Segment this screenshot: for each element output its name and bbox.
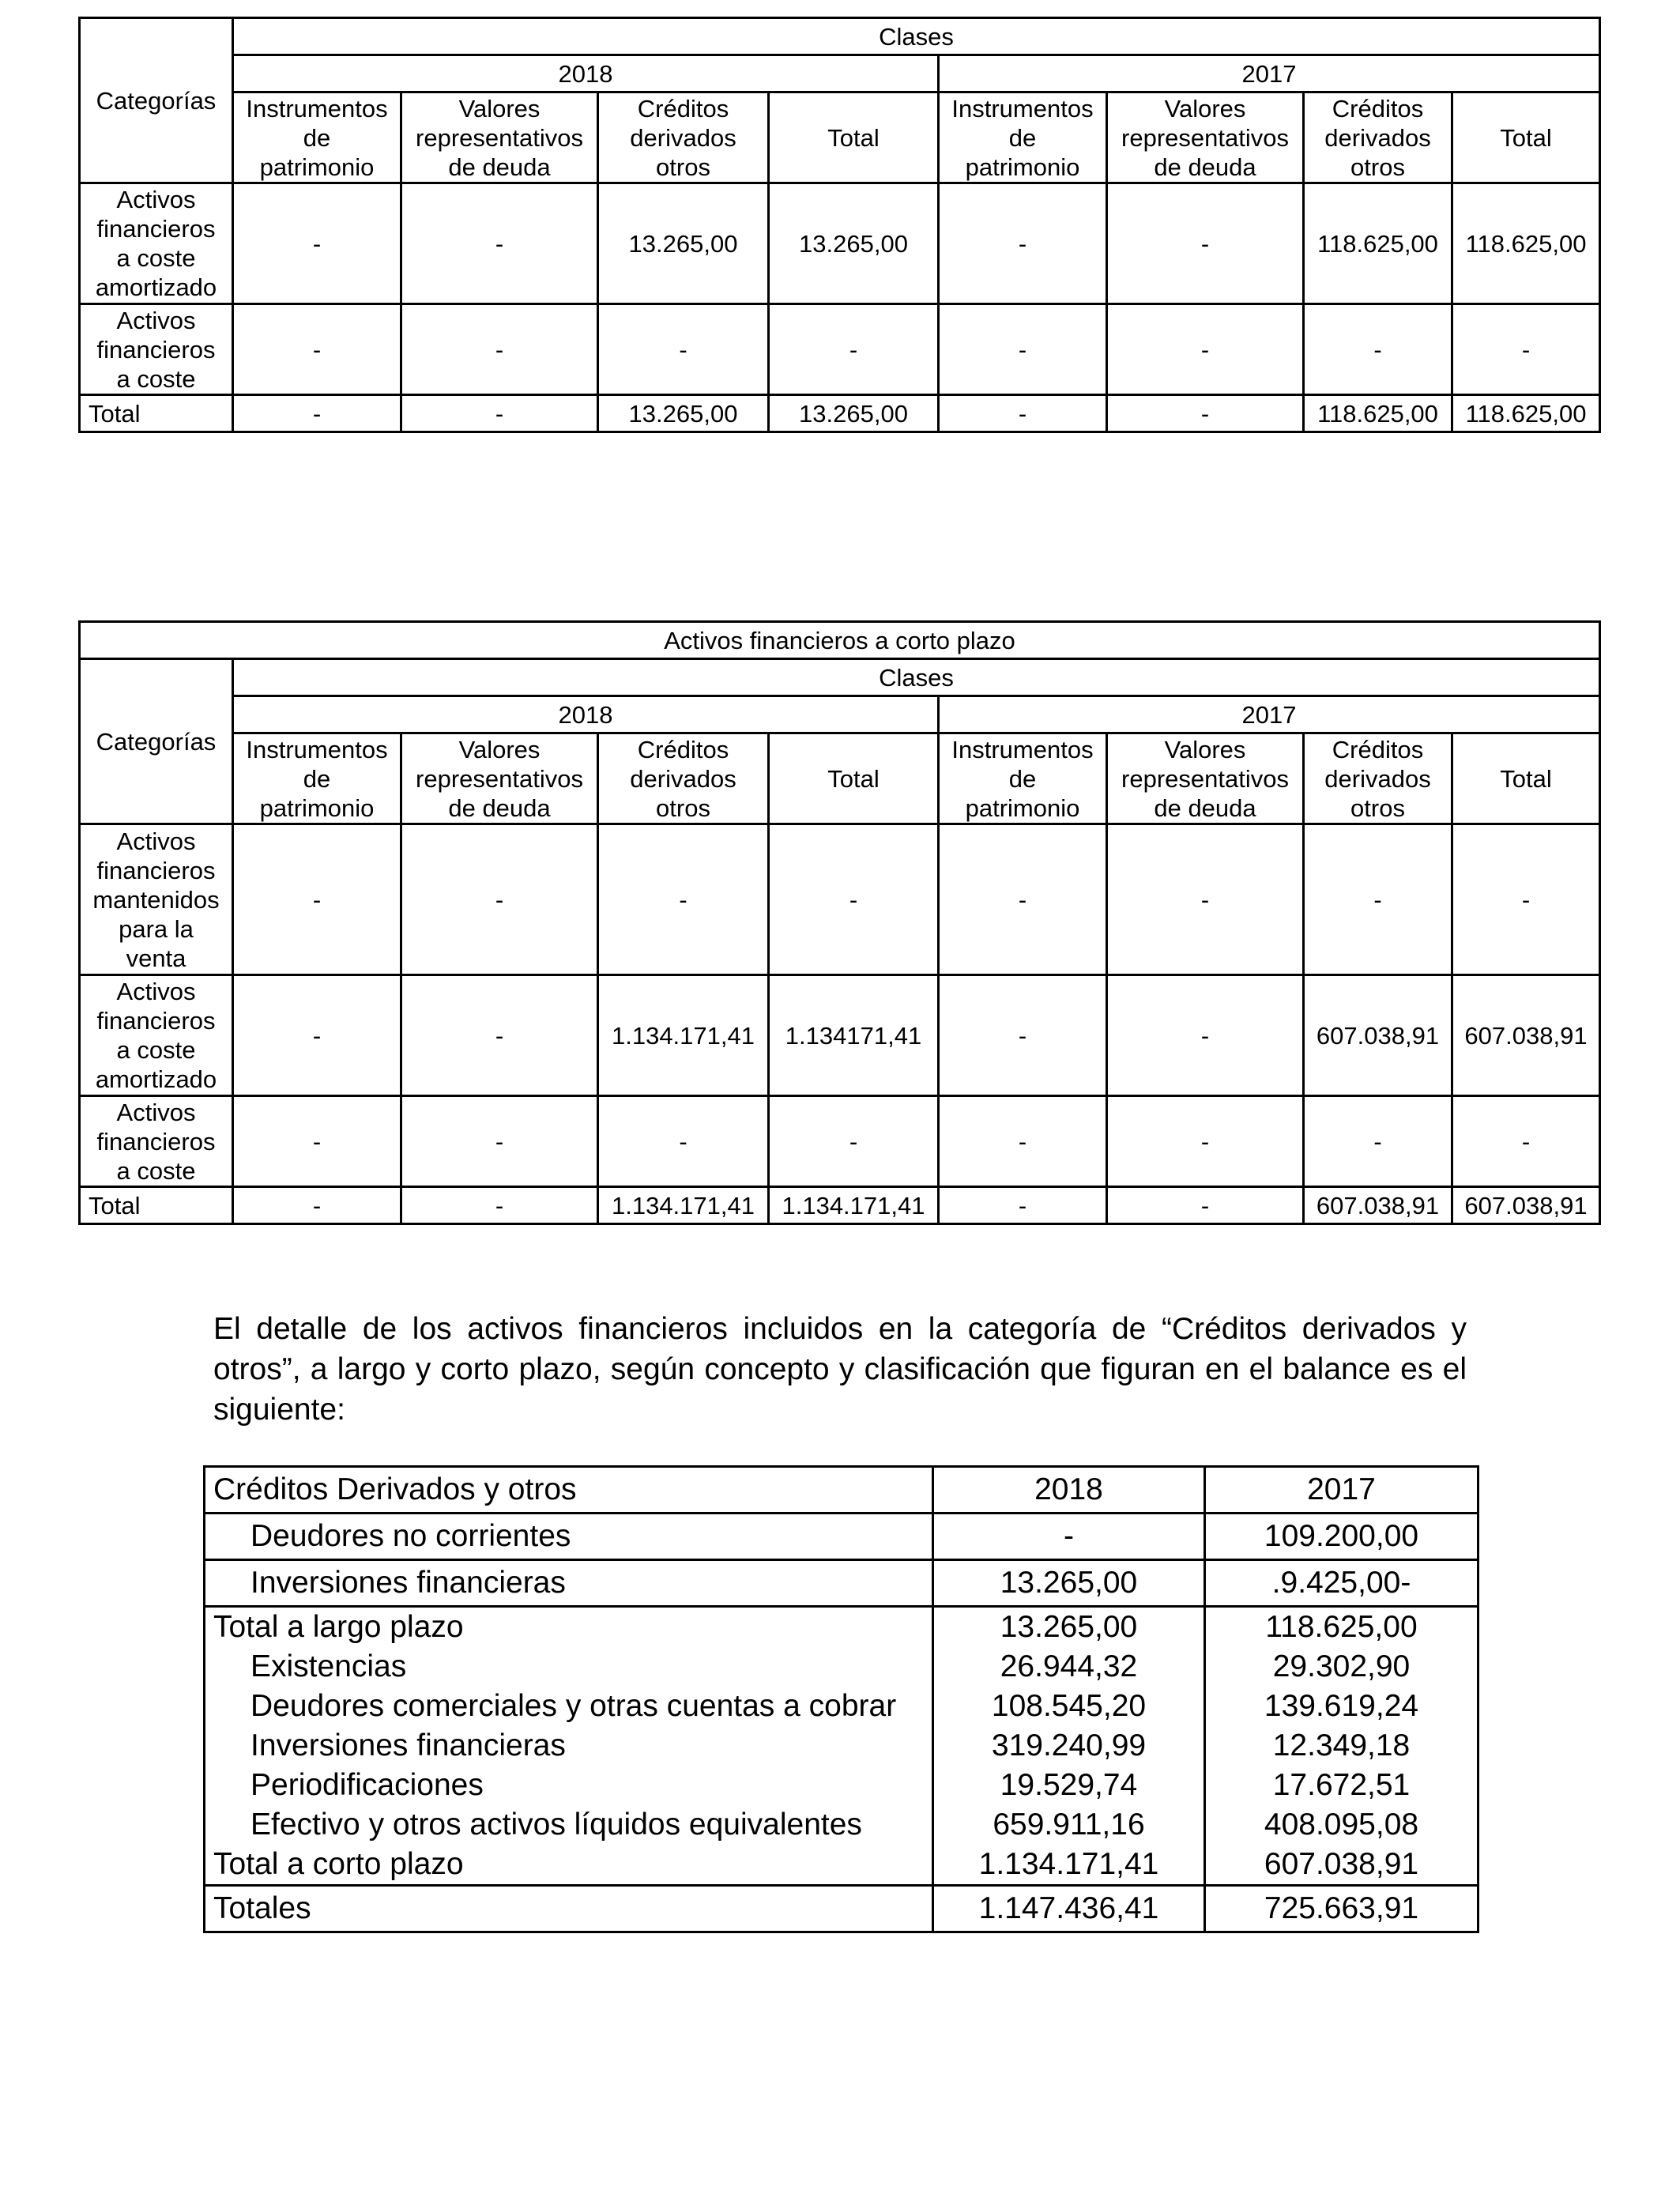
col-total: Total	[769, 733, 939, 824]
cell: -	[401, 824, 598, 975]
cell: -	[233, 824, 401, 975]
long-term-assets-table	[78, 17, 1601, 433]
item-2018: -	[933, 1514, 1205, 1560]
cell: 118.625,00	[1452, 395, 1600, 432]
total-largo-2018: 13.265,00	[933, 1607, 1205, 1648]
cell: -	[233, 304, 401, 395]
cell: 607.038,91	[1304, 975, 1452, 1096]
table-row	[205, 1647, 1478, 1687]
col-valores: Valores representativos de deuda	[401, 733, 598, 824]
totales-2018: 1.147.436,41	[933, 1886, 1205, 1932]
table-row	[205, 1805, 1478, 1845]
cell: -	[769, 1096, 939, 1187]
item-2018: 26.944,32	[933, 1647, 1205, 1687]
cell: -	[401, 1096, 598, 1187]
totales-label: Totales	[205, 1886, 933, 1932]
year-2017-header: 2017	[939, 696, 1600, 733]
table-row	[80, 975, 1600, 1096]
row-label: Activos financieros a coste amortizado	[80, 183, 233, 304]
item-2017: 109.200,00	[1205, 1514, 1478, 1560]
cell: 1.134.171,41	[769, 1187, 939, 1224]
col-instrumentos: Instrumentos de patrimonio	[939, 92, 1107, 183]
total-corto-label: Total a corto plazo	[205, 1845, 933, 1886]
subtotal-row	[205, 1845, 1478, 1886]
year-2018-header: 2018	[233, 696, 939, 733]
detail-header-row	[205, 1467, 1478, 1514]
cell: 1.134171,41	[769, 975, 939, 1096]
total-row	[80, 1187, 1600, 1224]
table-row	[80, 824, 1600, 975]
col-valores: Valores representativos de deuda	[401, 92, 598, 183]
cell: 13.265,00	[598, 395, 769, 432]
cell: 607.038,91	[1452, 1187, 1600, 1224]
cell: 118.625,00	[1304, 395, 1452, 432]
detail-header-2017: 2017	[1205, 1467, 1478, 1514]
item-label: Deudores no corrientes	[205, 1514, 933, 1560]
cell: -	[401, 183, 598, 304]
cell: -	[1107, 975, 1304, 1096]
item-2018: 659.911,16	[933, 1805, 1205, 1845]
table-row	[80, 183, 1600, 304]
col-valores: Valores representativos de deuda	[1107, 733, 1304, 824]
total-corto-2018: 1.134.171,41	[933, 1845, 1205, 1886]
row-label: Activos financieros a coste amortizado	[80, 975, 233, 1096]
cell: -	[939, 1187, 1107, 1224]
cell: -	[233, 183, 401, 304]
cell: -	[598, 824, 769, 975]
item-2017: 139.619,24	[1205, 1687, 1478, 1726]
cell: -	[233, 395, 401, 432]
item-2018: 19.529,74	[933, 1766, 1205, 1805]
table-row	[205, 1766, 1478, 1805]
col-creditos: Créditos derivados otros	[598, 733, 769, 824]
item-label: Existencias	[205, 1647, 933, 1687]
table-row	[205, 1560, 1478, 1607]
cell: -	[233, 1096, 401, 1187]
item-label: Efectivo y otros activos líquidos equivalentes	[205, 1805, 933, 1845]
totales-2017: 725.663,91	[1205, 1886, 1478, 1932]
cell: -	[1107, 183, 1304, 304]
total-largo-label: Total a largo plazo	[205, 1607, 933, 1648]
subtotal-row	[205, 1607, 1478, 1648]
short-term-assets-table	[78, 620, 1601, 1225]
grand-total-row	[205, 1886, 1478, 1932]
table-row	[80, 304, 1600, 395]
year-2018-header: 2018	[233, 55, 939, 92]
cell: -	[939, 183, 1107, 304]
cell: -	[1452, 824, 1600, 975]
col-creditos: Créditos derivados otros	[1304, 733, 1452, 824]
col-valores: Valores representativos de deuda	[1107, 92, 1304, 183]
cell: -	[401, 304, 598, 395]
clases-header: Clases	[233, 18, 1600, 55]
cell: -	[1304, 824, 1452, 975]
cell: 13.265,00	[769, 395, 939, 432]
col-instrumentos: Instrumentos de patrimonio	[233, 733, 401, 824]
item-2018: 13.265,00	[933, 1560, 1205, 1607]
row-label: Activos financieros a coste	[80, 1096, 233, 1187]
table-row	[205, 1726, 1478, 1766]
detail-header-label: Créditos Derivados y otros	[205, 1467, 933, 1514]
item-2017: 29.302,90	[1205, 1647, 1478, 1687]
cell: -	[939, 824, 1107, 975]
description-paragraph: El detalle de los activos financieros incluidos en la categoría de “Créditos derivados y otros”, a largo y corto plazo, según concepto y clasificación que figuran en el balance es el siguiente:	[213, 1312, 1467, 1427]
cell: 118.625,00	[1304, 183, 1452, 304]
item-label: Deudores comerciales y otras cuentas a cobrar	[205, 1687, 933, 1726]
cell: -	[1304, 1096, 1452, 1187]
cell: 1.134.171,41	[598, 1187, 769, 1224]
categorias-header: Categorías	[80, 18, 233, 183]
cell: 1.134.171,41	[598, 975, 769, 1096]
categorias-header: Categorías	[80, 659, 233, 824]
cell: -	[1107, 304, 1304, 395]
cell: -	[769, 304, 939, 395]
cell: -	[598, 1096, 769, 1187]
row-label: Total	[80, 1187, 233, 1224]
col-total: Total	[769, 92, 939, 183]
cell: 13.265,00	[769, 183, 939, 304]
cell: -	[939, 1096, 1107, 1187]
cell: -	[939, 975, 1107, 1096]
item-2017: 408.095,08	[1205, 1805, 1478, 1845]
cell: -	[1452, 1096, 1600, 1187]
cell: 607.038,91	[1452, 975, 1600, 1096]
cell: -	[1304, 304, 1452, 395]
item-2017: 12.349,18	[1205, 1726, 1478, 1766]
cell: -	[1452, 304, 1600, 395]
col-creditos: Créditos derivados otros	[598, 92, 769, 183]
item-2018: 319.240,99	[933, 1726, 1205, 1766]
cell: -	[1107, 395, 1304, 432]
col-creditos: Créditos derivados otros	[1304, 92, 1452, 183]
clases-header: Clases	[233, 659, 1600, 696]
item-label: Periodificaciones	[205, 1766, 933, 1805]
col-instrumentos: Instrumentos de patrimonio	[233, 92, 401, 183]
item-label: Inversiones financieras	[205, 1726, 933, 1766]
row-label: Total	[80, 395, 233, 432]
cell: -	[939, 395, 1107, 432]
table-row	[205, 1514, 1478, 1560]
cell: 607.038,91	[1304, 1187, 1452, 1224]
cell: 118.625,00	[1452, 183, 1600, 304]
cell: -	[1107, 824, 1304, 975]
col-total: Total	[1452, 733, 1600, 824]
col-total: Total	[1452, 92, 1600, 183]
cell: -	[233, 975, 401, 1096]
total-row	[80, 395, 1600, 432]
total-corto-2017: 607.038,91	[1205, 1845, 1478, 1886]
cell: -	[1107, 1187, 1304, 1224]
cell: -	[401, 975, 598, 1096]
item-2017: .9.425,00-	[1205, 1560, 1478, 1607]
item-label: Inversiones financieras	[205, 1560, 933, 1607]
creditos-detail-table	[203, 1465, 1479, 1933]
item-2017: 17.672,51	[1205, 1766, 1478, 1805]
table-row	[205, 1687, 1478, 1726]
cell: -	[401, 395, 598, 432]
cell: -	[233, 1187, 401, 1224]
table-title: Activos financieros a corto plazo	[80, 622, 1600, 659]
table-row	[80, 1096, 1600, 1187]
cell: -	[598, 304, 769, 395]
total-largo-2017: 118.625,00	[1205, 1607, 1478, 1648]
cell: -	[1107, 1096, 1304, 1187]
year-2017-header: 2017	[939, 55, 1600, 92]
row-label: Activos financieros mantenidos para la venta	[80, 824, 233, 975]
cell: -	[401, 1187, 598, 1224]
item-2018: 108.545,20	[933, 1687, 1205, 1726]
cell: -	[769, 824, 939, 975]
row-label: Activos financieros a coste	[80, 304, 233, 395]
cell: 13.265,00	[598, 183, 769, 304]
detail-header-2018: 2018	[933, 1467, 1205, 1514]
cell: -	[939, 304, 1107, 395]
col-instrumentos: Instrumentos de patrimonio	[939, 733, 1107, 824]
